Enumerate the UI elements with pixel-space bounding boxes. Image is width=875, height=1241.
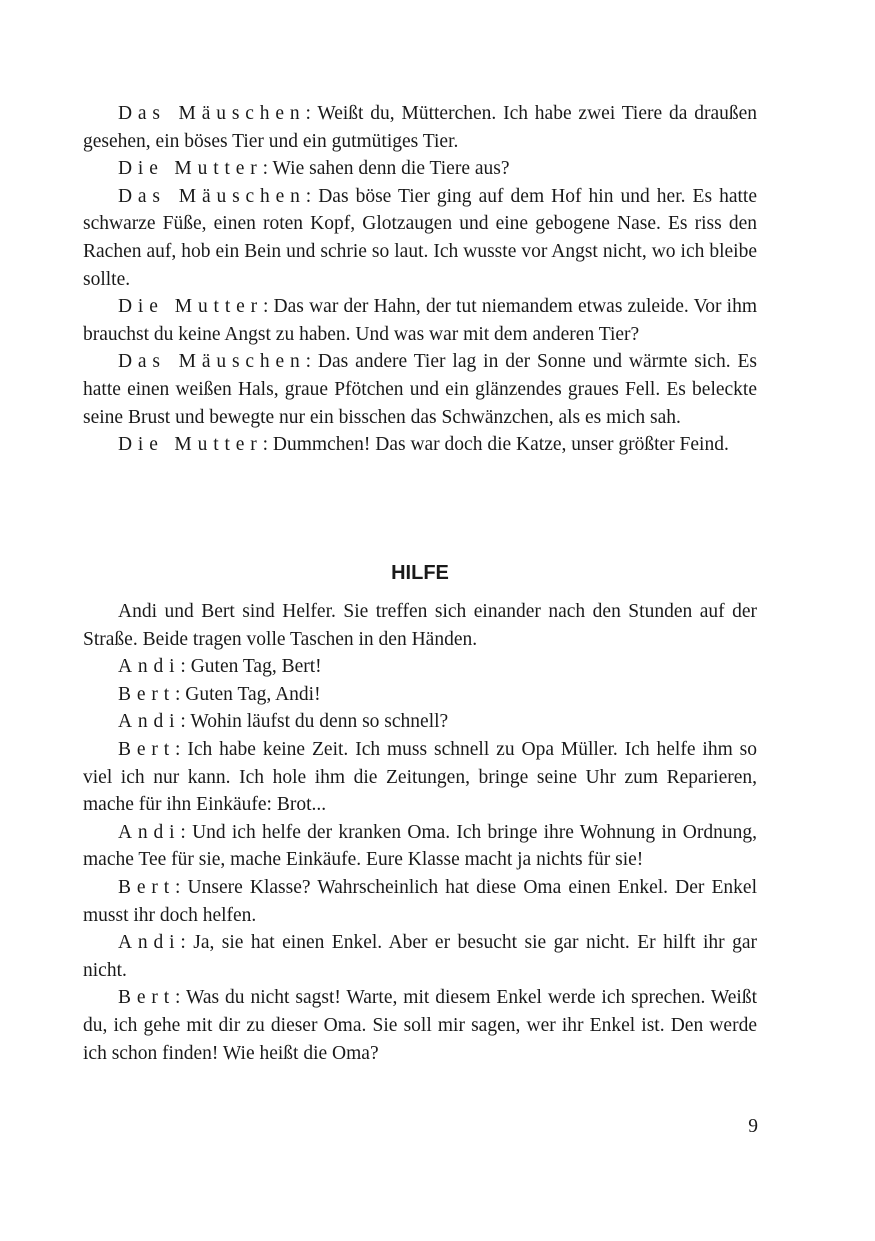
speaker-name: Das Mäuschen [118, 185, 306, 207]
line-text: : Weißt du, Mütterchen. Ich habe zwei Tiere da draußen gesehen, ein böses Tier und ein gutmütiges Tier. [83, 103, 758, 152]
line-text: : Wie sahen denn die Tiere aus? [262, 158, 510, 180]
dialogue-line [83, 874, 757, 929]
speaker-name: Die Mutter [118, 434, 263, 456]
narration-paragraph [83, 598, 757, 653]
line-text: : Das war der Hahn, der tut niemandem etwas zuleide. Vor ihm brauchst du keine Angst zu haben. Und was war mit dem anderen Tier? [83, 296, 757, 345]
dialogue-line [83, 348, 757, 431]
speaker-name: Die Mutter [118, 296, 263, 318]
line-text: : Ich habe keine Zeit. Ich muss schnell zu Opa Müller. Ich helfe ihm so viel ich nur kann. Ich hole ihm die Zeitungen, bringe seine Uhr zum Reparieren, mache für ihn Einkäufe: Brot... [83, 738, 757, 816]
line-text: : Wohin läufst du denn so schnell? [180, 711, 449, 733]
dialogue-line [83, 431, 757, 459]
dialogue-line [83, 100, 757, 155]
line-text: : Guten Tag, Andi! [174, 683, 321, 705]
dialogue-line [83, 183, 757, 293]
speaker-name: Bert [118, 987, 175, 1009]
line-text: : Guten Tag, Bert! [180, 656, 322, 678]
dialogue-line [83, 984, 757, 1067]
line-text: : Das böse Tier ging auf dem Hof hin und her. Es hatte schwarze Füße, einen roten Kopf, Glotzaugen und eine gebogene Nase. Es riss den Rachen auf, hob ein Bein und schrie so laut. Ich wusste vor Angst nicht, wo ich bleibe sollte. [83, 185, 758, 290]
speaker-name: Andi [118, 932, 181, 954]
line-text: : Und ich helfe der kranken Oma. Ich bringe ihre Wohnung in Ordnung, mache Tee für sie, mache Einkäufe. Eure Klasse macht ja nichts für sie! [83, 821, 757, 871]
dialogue-section-hilfe [83, 598, 757, 1067]
speaker-name: Das Mäuschen [118, 351, 306, 373]
section-heading: HILFE [391, 562, 449, 584]
speaker-name: Bert [118, 876, 175, 898]
speaker-name: Andi [118, 656, 181, 678]
line-text: : Dummchen! Das war doch die Katze, unser größter Feind. [262, 434, 729, 456]
speaker-name: Andi [118, 821, 181, 843]
line-text: : Ja, sie hat einen Enkel. Aber er besucht sie gar nicht. Er hilft ihr gar nicht. [83, 932, 757, 981]
dialogue-line [83, 681, 757, 709]
dialogue-line [83, 708, 757, 736]
speaker-name: Die Mutter [118, 158, 263, 180]
dialogue-section-maeuschen [83, 100, 757, 459]
speaker-name: Andi [118, 711, 181, 733]
line-text: : Unsere Klasse? Wahrscheinlich hat diese Oma einen Enkel. Der Enkel musst ihr doch helfen. [83, 876, 757, 926]
speaker-name: Bert [118, 683, 175, 705]
line-text: Andi und Bert sind Helfer. Sie treffen sich einander nach den Stunden auf der Straße. Beide tragen volle Taschen in den Händen. [83, 601, 757, 650]
dialogue-line [83, 736, 757, 819]
line-text: : Das andere Tier lag in der Sonne und wärmte sich. Es hatte einen weißen Hals, graue Pfötchen und ein glänzendes graues Fell. Es beleckte seine Brust und bewegte nur ein bisschen das Schwänzchen, als es mich sah. [83, 351, 757, 428]
speaker-name: Bert [118, 738, 175, 760]
dialogue-line [83, 819, 757, 874]
speaker-name: Das Mäuschen [118, 103, 306, 124]
dialogue-line [83, 929, 757, 984]
dialogue-line [83, 653, 757, 681]
page-number: 9 [748, 1116, 758, 1137]
dialogue-line [83, 293, 757, 348]
dialogue-line [83, 155, 757, 183]
line-text: : Was du nicht sagst! Warte, mit diesem Enkel werde ich sprechen. Weißt du, ich gehe mit dir zu dieser Oma. Sie soll mir sagen, wer ihr Enkel ist. Den werde ich schon finden! Wie heißt die Oma? [83, 987, 757, 1064]
